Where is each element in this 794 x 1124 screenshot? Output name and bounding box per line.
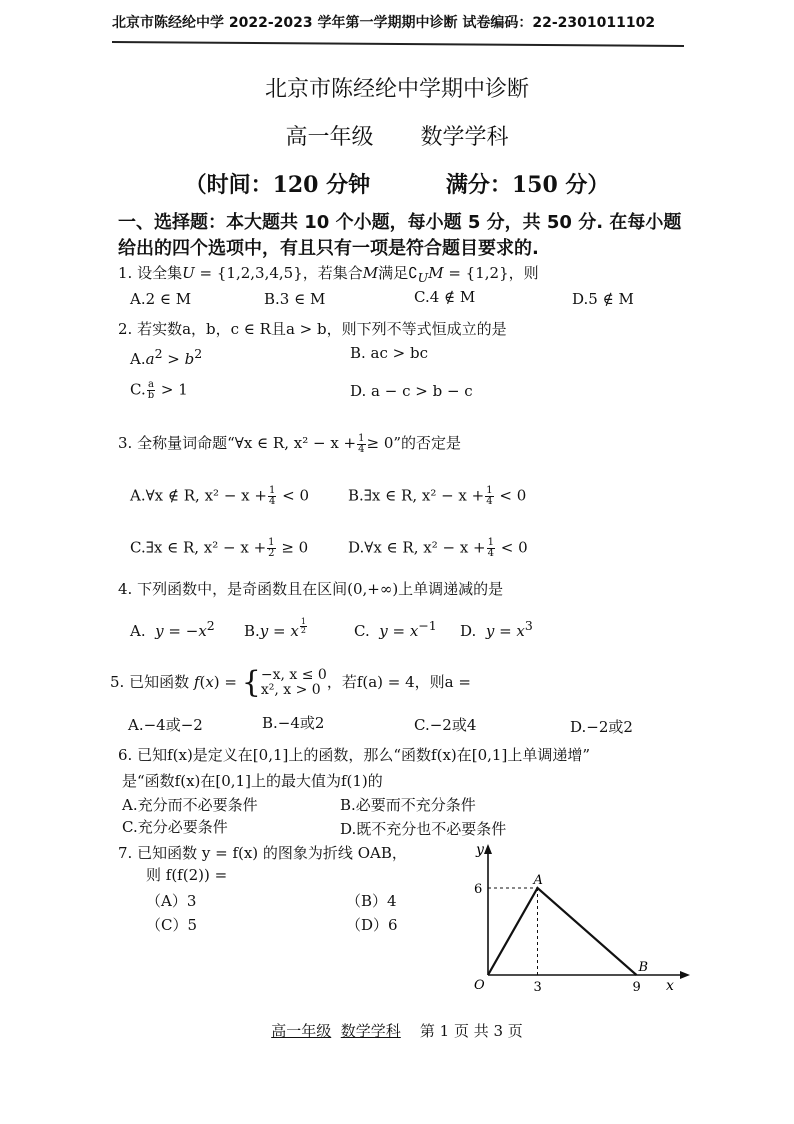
- fraction: $\frac{1}{4}$: [268, 485, 276, 507]
- question-number: 1.: [118, 264, 133, 282]
- question-7-continued: 则 f(f(2)) =: [146, 866, 228, 884]
- question-text: ≥ 0”的否定是: [366, 434, 462, 452]
- option-c: （C）5: [146, 916, 198, 934]
- option-b: B. ac > bc: [350, 344, 429, 362]
- option-d: D. $y = x^3$: [460, 618, 533, 640]
- question-number: 4.: [118, 580, 133, 598]
- question-text: 若实数a，b，c ∈ R且a > b，则下列不等式恒成立的是: [137, 320, 507, 338]
- exam-title: 北京市陈经纶中学期中诊断: [264, 77, 529, 102]
- function-graph: [466, 840, 696, 1000]
- option-d: D.−2或2: [570, 718, 633, 736]
- grade-label: 高一年级: [285, 125, 374, 150]
- option-c: C.充分必要条件: [122, 818, 228, 836]
- question-text: 全称量词命题“∀x ∈ R, x² − x +: [137, 434, 357, 452]
- piecewise-function: { −x, x ≤ 0 x², x > 0: [241, 665, 327, 700]
- point-b-label: B: [638, 960, 649, 975]
- question-number: 6.: [118, 746, 133, 764]
- option-b: B.必要而不充分条件: [340, 796, 476, 814]
- question-2: [118, 318, 507, 339]
- option-a: A. $y = -x^2$: [130, 618, 215, 640]
- option-c: C.4 ∉ M: [414, 288, 476, 306]
- tick-label-y: 6: [474, 882, 483, 897]
- question-text: 下列函数中，是奇函数且在区间(0,+∞)上单调递减的是: [137, 580, 504, 598]
- exam-subtitle: [0, 120, 794, 151]
- question-number: 5.: [110, 673, 125, 691]
- question-1: 1. 设全集U = {1,2,3,4,5}，若集合M满足$∁_UM = \{1,2\}$，则: [118, 264, 539, 285]
- option-label: A.: [130, 622, 146, 640]
- point-a-label: A: [533, 873, 543, 888]
- option-label: C.: [130, 380, 146, 399]
- score-info: 满分：150 分）: [445, 172, 610, 198]
- question-text: 设全集: [137, 264, 183, 282]
- tick-label-x2: 9: [632, 980, 641, 995]
- question-text: ，若集合: [302, 264, 363, 282]
- x-axis-arrow: [680, 971, 690, 979]
- header-divider: [112, 41, 684, 47]
- question-text: ，若f(a) = 4，则a =: [326, 673, 471, 691]
- question-7: [118, 842, 407, 863]
- question-text: 已知函数 y = f(x) 的图象为折线 OAB，: [137, 844, 407, 862]
- option-a: A.充分而不必要条件: [122, 796, 258, 814]
- option-text: A.∀x ∉ R, x² − x +: [130, 486, 267, 505]
- option-d: D.既不充分也不必要条件: [340, 820, 507, 838]
- option-text: C.∃x ∈ R, x² − x +: [130, 538, 267, 557]
- option-a: $A.a^2 > b^2$: [130, 346, 203, 368]
- y-axis-label: y: [476, 842, 484, 858]
- option-d: （D）6: [346, 916, 398, 934]
- option-label: D.: [460, 622, 477, 640]
- section-heading: 一、选择题：本大题共 10 个小题，每小题 5 分，共 50 分. 在每小题给出的四个选项中，有且只有一项是符合题目要求的.: [118, 212, 682, 259]
- page-number: 第 1 页 共 3 页: [419, 1022, 523, 1040]
- question-number: 7.: [118, 844, 133, 862]
- option-text: < 0: [499, 486, 527, 505]
- footer-subject: 数学学科: [340, 1022, 401, 1040]
- question-number: 2.: [118, 320, 133, 338]
- option-a: （A）3: [146, 892, 197, 910]
- fraction: $\frac{1}{4}$: [486, 485, 493, 507]
- option-c: C.−2或4: [414, 716, 477, 734]
- question-5: 5. 已知函数 f(x) = { −x, x ≤ 0 x², x > 0 ，若f(a) = 4，则a =: [110, 665, 471, 700]
- option-c: [130, 538, 308, 559]
- exam-meta: [0, 168, 794, 199]
- option-a: A.−4或−2: [128, 716, 203, 734]
- option-label: C.: [354, 622, 370, 640]
- fraction: $\frac{1}{4}$: [358, 432, 365, 455]
- option-b: （B）4: [346, 892, 397, 910]
- footer-grade: 高一年级: [271, 1022, 332, 1040]
- question-text: 已知f(x)是定义在[0,1]上的函数，那么“函数f(x)在[0,1]上单调递增”: [137, 746, 590, 764]
- case-2: x², x > 0: [260, 682, 321, 698]
- time-info: （时间：120 分钟: [184, 172, 371, 198]
- option-d: [348, 538, 528, 559]
- option-label: B.: [244, 622, 260, 640]
- option-text: < 0: [282, 486, 310, 505]
- option-label: A.: [130, 350, 146, 368]
- origin-label: O: [474, 978, 485, 993]
- question-number: 3.: [118, 434, 133, 452]
- question-6-continued: 是“函数f(x)在[0,1]上的最大值为f(1)的: [122, 772, 383, 790]
- page-header: 北京市陈经纶中学 2022-2023 学年第一学期期中诊断 试卷编码：22-2301011102: [112, 15, 656, 31]
- case-1: −x, x ≤ 0: [260, 667, 327, 683]
- question-6: [118, 744, 590, 765]
- option-text: ≥ 0: [281, 538, 309, 557]
- option-b: B.y = x $^{\frac{1}{2}}$: [244, 617, 306, 640]
- y-axis-arrow: [484, 844, 492, 854]
- fraction: $\frac{a}{b}$: [147, 379, 155, 401]
- page-footer: [0, 1020, 794, 1041]
- x-axis-label: x: [666, 978, 674, 994]
- option-d: D. a − c > b − c: [350, 382, 473, 400]
- fraction: $\frac{1}{4}$: [487, 537, 494, 559]
- polyline-oab: [488, 888, 637, 975]
- question-4: [118, 578, 503, 599]
- option-b: B.−4或2: [262, 714, 325, 732]
- option-c: C. $y = x^{-1}$: [354, 618, 437, 640]
- subject-label: 数学学科: [420, 125, 509, 150]
- tick-label-x1: 3: [533, 980, 542, 995]
- option-c: C. $\frac{a}{b}$ > 1: [130, 379, 188, 401]
- question-text: 已知函数: [129, 673, 190, 691]
- option-b: [348, 486, 526, 507]
- option-text: D.∀x ∈ R, x² − x +: [348, 538, 486, 557]
- option-a: [130, 486, 309, 507]
- fraction: $\frac{1}{2}$: [268, 537, 275, 559]
- option-b: B.3 ∈ M: [264, 290, 326, 308]
- option-a: A.2 ∈ M: [130, 290, 192, 308]
- question-text: ，则: [508, 264, 539, 282]
- question-3: [118, 432, 461, 455]
- option-d: D.5 ∉ M: [572, 290, 634, 308]
- option-text: B.∃x ∈ R, x² − x +: [348, 486, 485, 505]
- option-text: < 0: [500, 538, 528, 557]
